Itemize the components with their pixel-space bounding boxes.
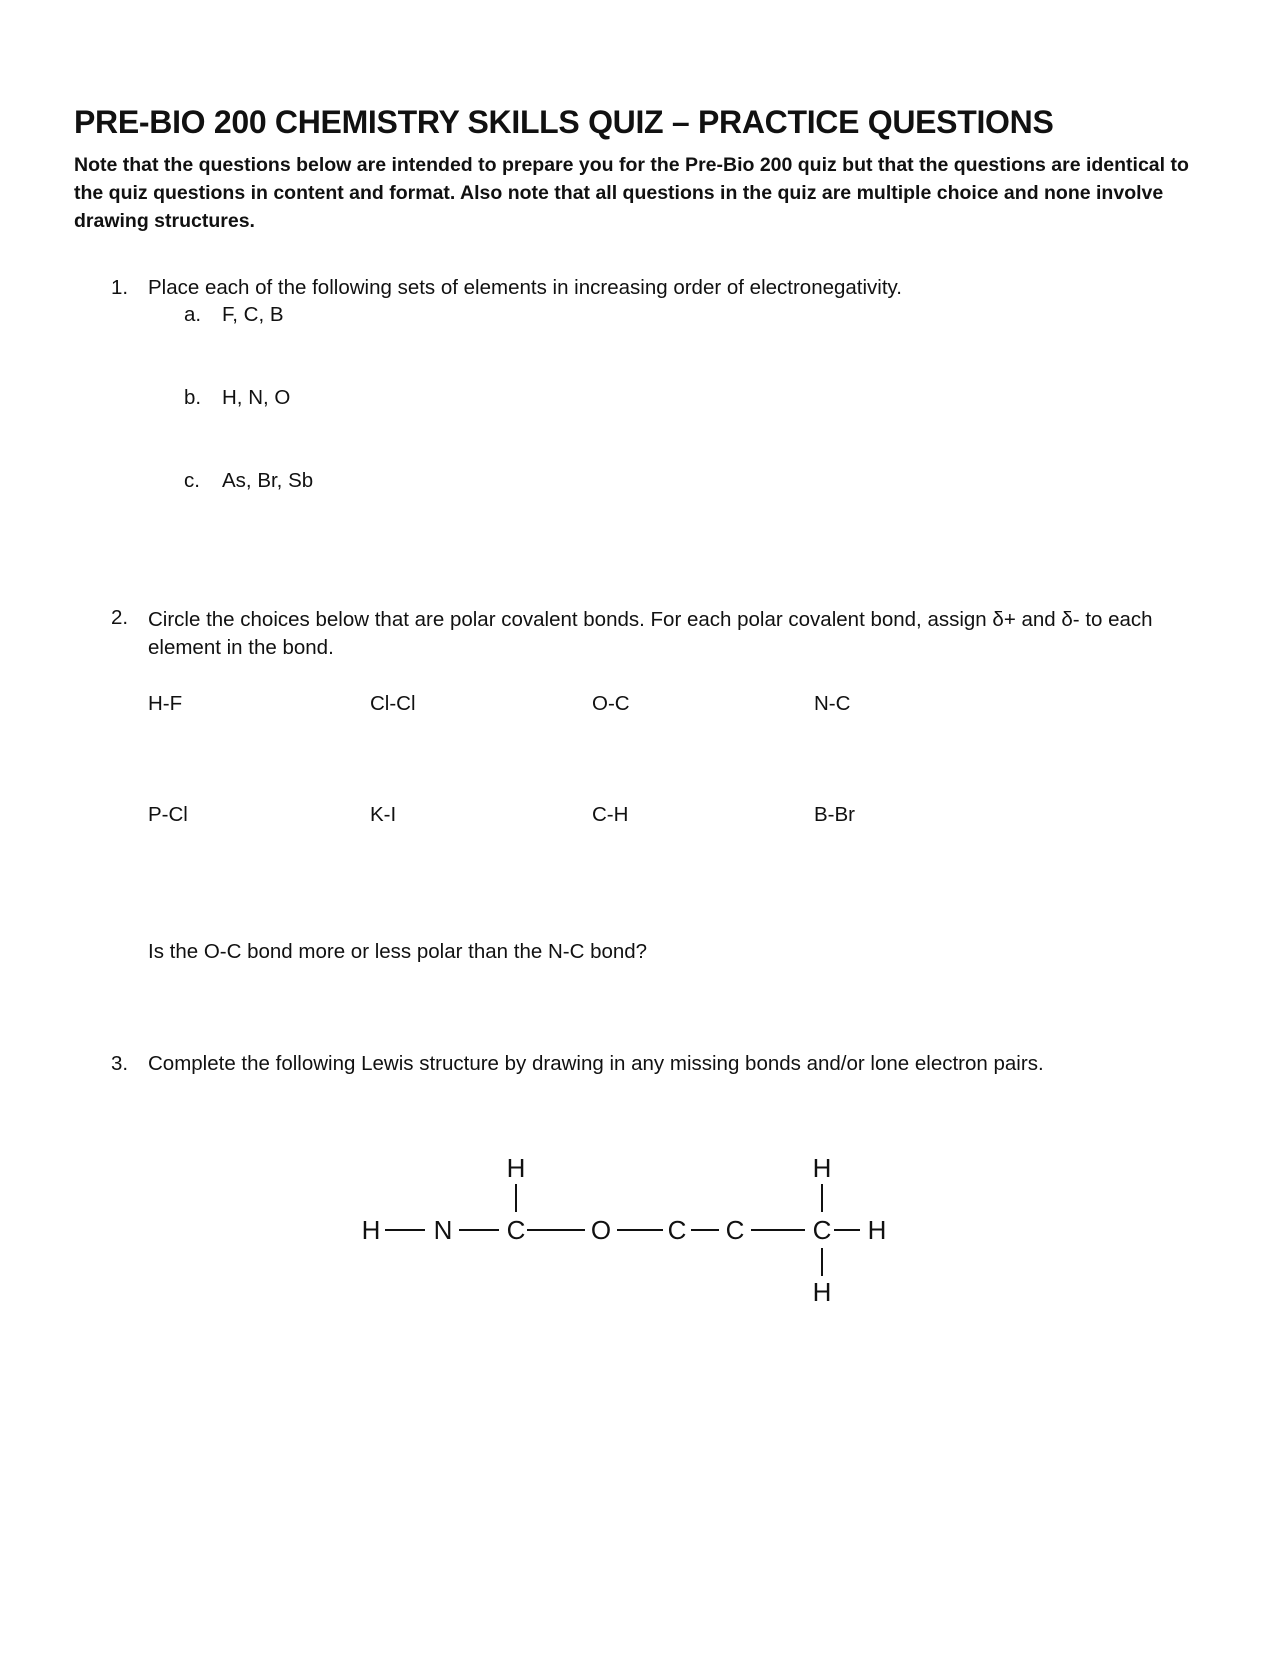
q1-part-c-text: As, Br, Sb — [222, 469, 314, 492]
atom-label: H — [506, 1153, 526, 1183]
bond-choice: H-F — [148, 692, 183, 715]
atom-label: C — [506, 1215, 526, 1245]
q1-part-a-text: F, C, B — [222, 303, 284, 326]
q1-part-b-letter: b. — [184, 386, 202, 409]
bond-choice: P-Cl — [148, 803, 188, 826]
bond-choice: N-C — [814, 692, 851, 715]
lewis-structure-diagram — [355, 1150, 915, 1340]
atom-label: O — [590, 1215, 612, 1245]
q2-followup: Is the O-C bond more or less polar than the N-C bond? — [148, 940, 648, 963]
q1-part-b-text: H, N, O — [222, 386, 291, 409]
bond-choice: C-H — [592, 803, 629, 826]
bond-choice: K-I — [370, 803, 397, 826]
atom-label: H — [361, 1215, 381, 1245]
bond-choice: Cl-Cl — [370, 692, 416, 715]
atom-label: H — [812, 1277, 832, 1307]
atom-label: H — [812, 1153, 832, 1183]
atom-label: C — [667, 1215, 687, 1245]
atom-label: C — [725, 1215, 745, 1245]
atom-label: H — [867, 1215, 887, 1245]
q1-number: 1. — [111, 276, 129, 299]
q3-number: 3. — [111, 1052, 129, 1075]
q2-prompt: Circle the choices below that are polar covalent bonds. For each polar covalent bond, assign δ+ and δ- to each element in the bond. — [148, 608, 1153, 659]
q2-number: 2. — [111, 606, 129, 629]
intro-note: Note that the questions below are intended to prepare you for the Pre-Bio 200 quiz but that the questions are identical to the quiz questions in content and format. Also note that all questions in the quiz are multiple choice and none involve drawing structures. — [74, 154, 1189, 232]
q3-prompt: Complete the following Lewis structure by drawing in any missing bonds and/or lone electron pairs. — [148, 1052, 1044, 1075]
q1-prompt: Place each of the following sets of elements in increasing order of electronegativity. — [148, 276, 902, 299]
q1-part-a-letter: a. — [184, 303, 202, 326]
page-title: PRE-BIO 200 CHEMISTRY SKILLS QUIZ – PRACTICE QUESTIONS — [74, 104, 1054, 140]
bond-choice: O-C — [592, 692, 630, 715]
q1-part-c-letter: c. — [184, 469, 200, 492]
atom-label: N — [433, 1215, 453, 1245]
atom-label: C — [812, 1215, 832, 1245]
bond-choice: B-Br — [814, 803, 855, 826]
